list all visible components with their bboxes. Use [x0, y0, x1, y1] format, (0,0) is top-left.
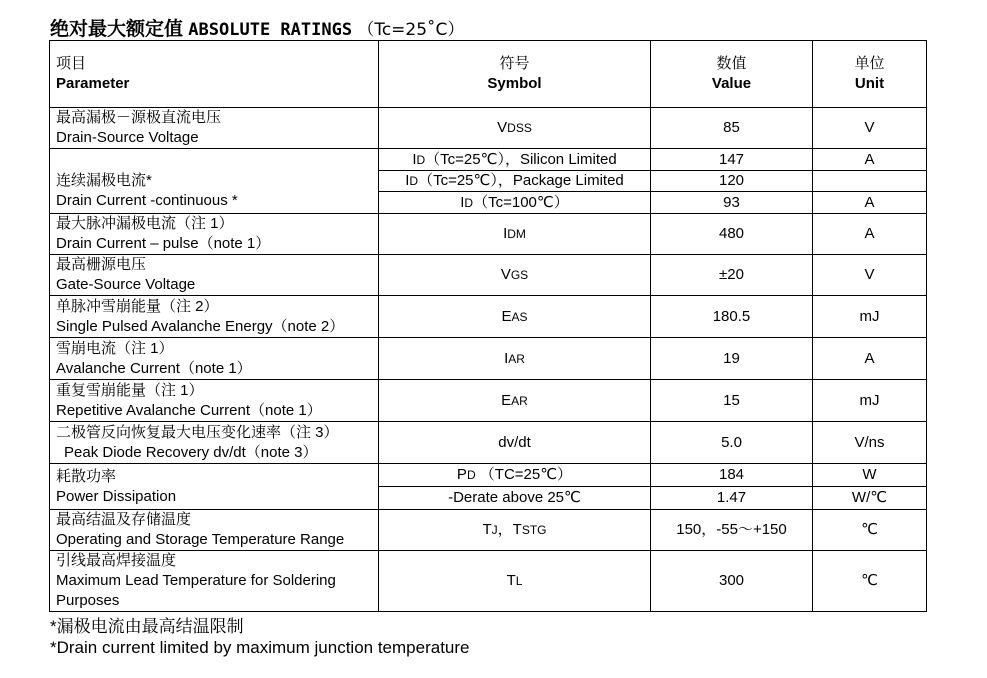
- footnote-en: *Drain current limited by maximum junction temperature: [50, 638, 470, 657]
- param-cell: 连续漏极电流* Drain Current -continuous *: [50, 149, 379, 214]
- table-row: [50, 510, 927, 551]
- symbol-cell: TJ，TSTG: [379, 510, 651, 551]
- value-cell: 85: [651, 108, 813, 149]
- header-unit: 单位 Unit: [813, 41, 927, 108]
- value-cell: 15: [651, 380, 813, 422]
- table-row: [50, 338, 927, 380]
- footnote-cn: *漏极电流由最高结温限制: [50, 617, 244, 636]
- symbol-cell: IAR: [379, 338, 651, 380]
- table-row: [50, 422, 927, 464]
- unit-cell: V: [813, 255, 927, 296]
- symbol-cell: ID（Tc=100℃）: [379, 192, 651, 214]
- value-cell: 1.47: [651, 487, 813, 510]
- table-header-row: [50, 41, 927, 108]
- unit-cell: A: [813, 192, 927, 214]
- unit-cell: V: [813, 108, 927, 149]
- value-cell: 147: [651, 149, 813, 171]
- unit-cell: A: [813, 338, 927, 380]
- unit-cell: V/ns: [813, 422, 927, 464]
- symbol-cell: ID（Tc=25℃），Silicon Limited: [379, 149, 651, 171]
- symbol-cell: EAS: [379, 296, 651, 338]
- param-cell: 引线最高焊接温度 Maximum Lead Temperature for Soldering Purposes: [50, 551, 379, 612]
- symbol-cell: EAR: [379, 380, 651, 422]
- symbol-cell: IDM: [379, 214, 651, 255]
- param-cell: 雪崩电流（注 1） Avalanche Current（note 1）: [50, 338, 379, 380]
- value-cell: 120: [651, 171, 813, 192]
- table-row: [50, 214, 927, 255]
- param-cell: 耗散功率 Power Dissipation: [50, 464, 379, 510]
- value-cell: 480: [651, 214, 813, 255]
- value-cell: 300: [651, 551, 813, 612]
- param-cell: 最高结温及存储温度 Operating and Storage Temperature Range: [50, 510, 379, 551]
- table-row: [50, 108, 927, 149]
- value-cell: 19: [651, 338, 813, 380]
- table-row: [50, 464, 927, 487]
- symbol-cell: dv/dt: [379, 422, 651, 464]
- value-cell: 150，-55～+150: [651, 510, 813, 551]
- header-parameter: 项目 Parameter: [50, 41, 379, 108]
- title-condition: （Tc=25˚C）: [357, 20, 465, 40]
- param-cell: 二极管反向恢复最大电压变化速率（注 3） Peak Diode Recovery dv/dt（note 3）: [50, 422, 379, 464]
- unit-cell: mJ: [813, 296, 927, 338]
- unit-cell: ℃: [813, 510, 927, 551]
- unit-cell: A: [813, 214, 927, 255]
- param-cell: 最高栅源电压 Gate-Source Voltage: [50, 255, 379, 296]
- ratings-table: [49, 40, 927, 612]
- symbol-cell: TL: [379, 551, 651, 612]
- unit-cell: [813, 171, 927, 192]
- symbol-cell: -Derate above 25℃: [379, 487, 651, 510]
- param-cell: 最高漏极－源极直流电压 Drain-Source Voltage: [50, 108, 379, 149]
- title-en: ABSOLUTE RATINGS: [188, 20, 353, 40]
- unit-cell: ℃: [813, 551, 927, 612]
- param-cell: 单脉冲雪崩能量（注 2） Single Pulsed Avalanche Energy（note 2）: [50, 296, 379, 338]
- symbol-cell: PD （TC=25℃）: [379, 464, 651, 487]
- header-symbol: 符号 Symbol: [379, 41, 651, 108]
- value-cell: ±20: [651, 255, 813, 296]
- param-cell: 最大脉冲漏极电流（注 1） Drain Current – pulse（note 1）: [50, 214, 379, 255]
- value-cell: 184: [651, 464, 813, 487]
- table-row: [50, 255, 927, 296]
- title-cn: 绝对最大额定值: [50, 19, 184, 40]
- table-row: [50, 551, 927, 612]
- table-row: [50, 149, 927, 171]
- symbol-cell: VGS: [379, 255, 651, 296]
- page-title: [50, 14, 464, 41]
- symbol-cell: ID（Tc=25℃），Package Limited: [379, 171, 651, 192]
- table-row: [50, 296, 927, 338]
- value-cell: 93: [651, 192, 813, 214]
- unit-cell: W/℃: [813, 487, 927, 510]
- header-value: 数值 Value: [651, 41, 813, 108]
- table-row: [50, 380, 927, 422]
- param-cell: 重复雪崩能量（注 1） Repetitive Avalanche Current（note 1）: [50, 380, 379, 422]
- unit-cell: A: [813, 149, 927, 171]
- value-cell: 180.5: [651, 296, 813, 338]
- symbol-cell: VDSS: [379, 108, 651, 149]
- unit-cell: W: [813, 464, 927, 487]
- unit-cell: mJ: [813, 380, 927, 422]
- value-cell: 5.0: [651, 422, 813, 464]
